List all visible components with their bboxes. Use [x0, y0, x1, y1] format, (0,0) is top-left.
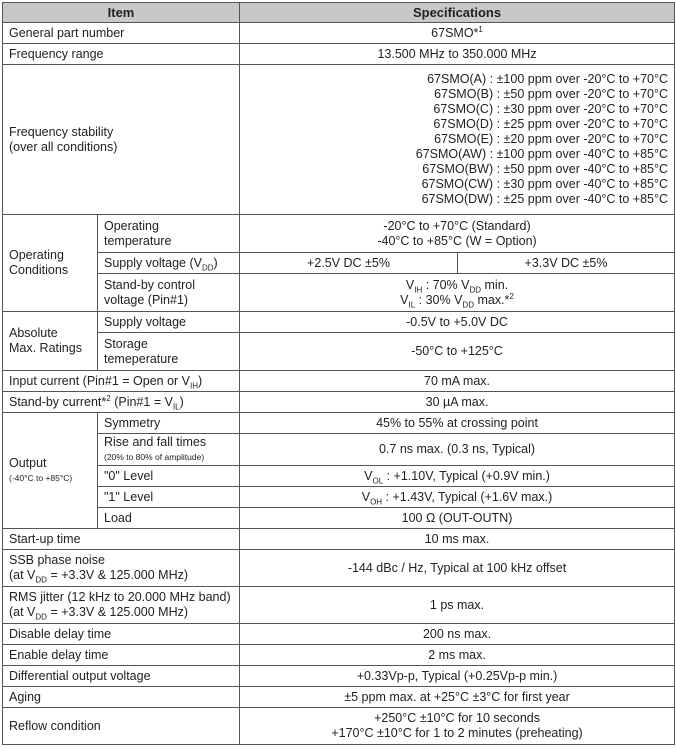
startup-label: Start-up time — [3, 529, 240, 550]
standby-current-label: Stand-by current*$^2$ (Pin#1 = $V_{IL}$) — [3, 392, 240, 413]
stability-line: 67SMO(CW) : ±30 ppm over -40°C to +85°C — [421, 177, 669, 191]
standby-current-value: 30 µA max. — [240, 392, 675, 413]
row-standby-control — [3, 274, 675, 312]
row-reflow — [3, 708, 675, 745]
stability-line: 67SMO(BW) : ±50 ppm over -40°C to +85°C — [422, 162, 669, 176]
disable-label: Disable delay time — [3, 624, 240, 645]
supply-voltage-2v5: +2.5V DC ±5% — [240, 253, 458, 274]
row-frequency-stability — [3, 65, 675, 215]
rise-fall-value: 0.7 ns max. (0.3 ns, Typical) — [240, 434, 675, 466]
ssb-value: -144 dBc / Hz, Typical at 100 kHz offset — [240, 550, 675, 587]
freq-range-label: Frequency range — [3, 44, 240, 65]
row-abs-supply-voltage — [3, 312, 675, 333]
storage-temp-value: -50°C to +125°C — [240, 333, 675, 371]
row-input-current — [3, 371, 675, 392]
diff-label: Differential output voltage — [3, 666, 240, 687]
row-disable-delay — [3, 624, 675, 645]
rms-label: RMS jitter (12 kHz to 20.000 MHz band) (at $V_{DD} = +3.3V$ & 125.000 MHz) — [3, 587, 240, 624]
row-load — [3, 508, 675, 529]
disable-value: 200 ns max. — [240, 624, 675, 645]
stability-line: 67SMO(E) : ±20 ppm over -20°C to +70°C — [434, 132, 669, 146]
row-differential-output — [3, 666, 675, 687]
abs-supply-value: -0.5V to +5.0V DC — [240, 312, 675, 333]
stability-line: 67SMO(A) : ±100 ppm over -20°C to +70°C — [427, 72, 669, 86]
stability-line: 67SMO(DW) : ±25 ppm over -40°C to +85°C — [421, 192, 669, 206]
zero-level-label: "0" Level — [98, 466, 240, 487]
ssb-label: SSB phase noise (at $V_{DD} = +3.3V$ & 125.000 MHz) — [3, 550, 240, 587]
stability-values — [240, 65, 675, 215]
row-storage-temperature — [3, 333, 675, 371]
header-specifications: Specifications — [240, 3, 675, 23]
row-frequency-range — [3, 44, 675, 65]
row-standby-current — [3, 392, 675, 413]
standby-control-label: Stand-by control voltage (Pin#1) — [98, 274, 240, 312]
reflow-label: Reflow condition — [3, 708, 240, 745]
enable-value: 2 ms max. — [240, 645, 675, 666]
supply-voltage-label: Supply voltage $(V_{DD})$ — [98, 253, 240, 274]
symmetry-value: 45% to 55% at crossing point — [240, 413, 675, 434]
load-label: Load — [98, 508, 240, 529]
output-label: Output (-40°C to +85°C) — [3, 413, 98, 529]
load-value: 100 Ω (OUT-OUTN) — [240, 508, 675, 529]
row-enable-delay — [3, 645, 675, 666]
stability-line: 67SMO(AW) : ±100 ppm over -40°C to +85°C — [415, 147, 669, 161]
header-item: Item — [3, 3, 240, 23]
row-symmetry — [3, 413, 675, 434]
rms-value: 1 ps max. — [240, 587, 675, 624]
header-row — [3, 3, 675, 23]
operating-temp-label: Operating temperature — [98, 215, 240, 253]
operating-conditions-label: Operating Conditions — [3, 215, 98, 312]
abs-supply-label: Supply voltage — [98, 312, 240, 333]
operating-temp-value: -20°C to +70°C (Standard) -40°C to +85°C (W = Option) — [240, 215, 675, 253]
absolute-max-label: Absolute Max. Ratings — [3, 312, 98, 371]
reflow-value: +250°C ±10°C for 10 seconds +170°C ±10°C for 1 to 2 minutes (preheating) — [240, 708, 675, 745]
rise-fall-label: Rise and fall times (20% to 80% of amplitude) — [98, 434, 240, 466]
stability-line: 67SMO(B) : ±50 ppm over -20°C to +70°C — [434, 87, 669, 101]
specifications-table — [2, 2, 675, 745]
one-level-value: $V_{OH}$ : +1.43V, Typical (+1.6V max.) — [240, 487, 675, 508]
diff-value: +0.33Vp-p, Typical (+0.25Vp-p min.) — [240, 666, 675, 687]
row-one-level — [3, 487, 675, 508]
freq-range-value: 13.500 MHz to 350.000 MHz — [240, 44, 675, 65]
startup-value: 10 ms max. — [240, 529, 675, 550]
row-supply-voltage — [3, 253, 675, 274]
input-current-value: 70 mA max. — [240, 371, 675, 392]
zero-level-value: $V_{OL}$ : +1.10V, Typical (+0.9V min.) — [240, 466, 675, 487]
row-rise-fall — [3, 434, 675, 466]
aging-value: ±5 ppm max. at +25°C ±3°C for first year — [240, 687, 675, 708]
stability-line: 67SMO(D) : ±25 ppm over -20°C to +70°C — [433, 117, 669, 131]
stability-line: 67SMO(C) : ±30 ppm over -20°C to +70°C — [433, 102, 669, 116]
row-zero-level — [3, 466, 675, 487]
storage-temp-label: Storage temeperature — [98, 333, 240, 371]
stability-label: Frequency stability (over all conditions) — [3, 65, 240, 215]
symmetry-label: Symmetry — [98, 413, 240, 434]
row-ssb-phase-noise — [3, 550, 675, 587]
one-level-label: "1" Level — [98, 487, 240, 508]
general-label: General part number — [3, 23, 240, 44]
row-general-part-number — [3, 23, 675, 44]
enable-label: Enable delay time — [3, 645, 240, 666]
row-aging — [3, 687, 675, 708]
row-rms-jitter — [3, 587, 675, 624]
supply-voltage-3v3: +3.3V DC ±5% — [458, 253, 675, 274]
row-startup-time — [3, 529, 675, 550]
input-current-label: Input current (Pin#1 = Open or $V_{IH}$) — [3, 371, 240, 392]
aging-label: Aging — [3, 687, 240, 708]
row-operating-temperature — [3, 215, 675, 253]
general-value: 67SMO*$^1$ — [240, 23, 675, 44]
standby-control-value: $V_{IH}$ : 70% $V_{DD}$ min. $V_{IL}$ : 30% $V_{DD}$ max.*$^2$ — [240, 274, 675, 312]
